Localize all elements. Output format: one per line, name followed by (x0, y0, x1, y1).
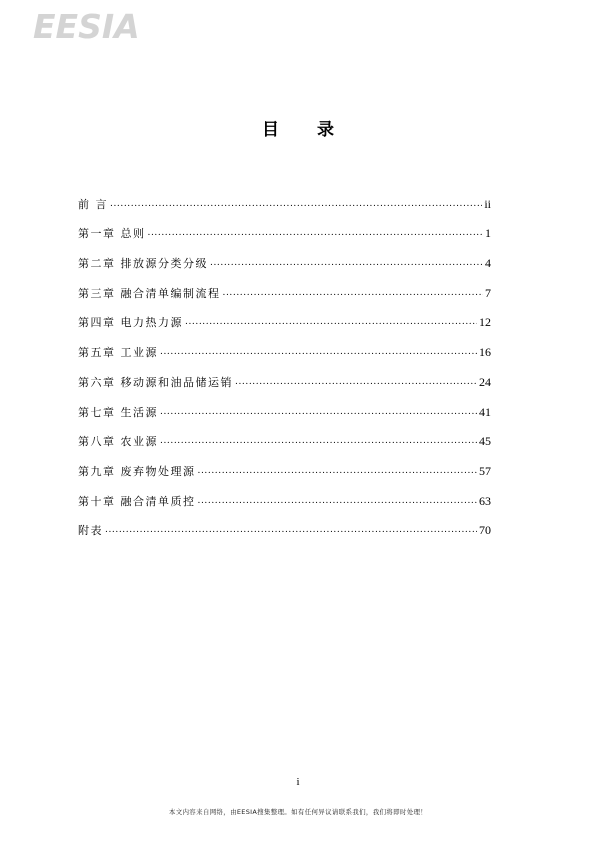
toc-entry-chapter-7[interactable] (78, 388, 491, 418)
page-title (0, 122, 596, 139)
toc-leader-dots (210, 259, 483, 268)
toc-leader-dots (160, 348, 477, 357)
toc-entry-page: 16 (479, 345, 491, 360)
toc-entry-label: 第五章 工业源 (78, 346, 158, 360)
toc-entry-chapter-1[interactable] (78, 210, 491, 240)
title-char-left: 目 (262, 120, 279, 140)
toc-entry-page: 45 (479, 434, 491, 449)
toc-entry-label: 第一章 总则 (78, 227, 146, 241)
toc-entry-chapter-2[interactable] (78, 239, 491, 269)
toc-leader-dots (198, 467, 478, 476)
toc-entry-page: 4 (485, 256, 491, 271)
toc-entry-page: 41 (479, 404, 491, 419)
toc-entry-appendix[interactable] (78, 507, 491, 537)
toc-entry-label: 第八章 农业源 (78, 435, 158, 449)
footer-disclaimer: 本文内容来自网络，由EESIA搜集整理。如有任何异议请联系我们，我们将即时处理！ (168, 808, 428, 816)
toc-entry-label: 第三章 融合清单编制流程 (78, 286, 221, 300)
toc-entry-preface[interactable] (78, 180, 491, 210)
toc-entry-page: 63 (479, 493, 491, 508)
toc-entry-chapter-10[interactable] (78, 477, 491, 507)
toc-leader-dots (160, 408, 477, 417)
toc-entry-chapter-8[interactable] (78, 418, 491, 448)
toc-leader-dots (148, 229, 484, 238)
toc-entry-page: 57 (479, 463, 491, 478)
toc-entry-chapter-9[interactable] (78, 447, 491, 477)
toc-entry-page: 7 (485, 285, 491, 300)
toc-entry-chapter-5[interactable] (78, 328, 491, 358)
toc-entry-chapter-6[interactable] (78, 358, 491, 388)
toc-entry-page: ii (484, 196, 491, 211)
toc-leader-dots (110, 200, 482, 209)
toc-entry-label: 第十章 融合清单质控 (78, 494, 196, 508)
toc-entry-label: 前 言 (78, 197, 108, 211)
toc-entry-label: 附表 (78, 524, 103, 538)
toc-entry-page: 70 (479, 523, 491, 538)
title-char-right: 录 (317, 120, 334, 140)
table-of-contents (78, 180, 491, 536)
toc-entry-label: 第六章 移动源和油品储运销 (78, 375, 233, 389)
toc-leader-dots (235, 378, 477, 387)
toc-leader-dots (198, 497, 478, 506)
toc-leader-dots (105, 526, 477, 535)
toc-leader-dots (160, 437, 477, 446)
toc-leader-dots (185, 318, 477, 327)
eesia-logo: EESIA (33, 7, 140, 46)
toc-entry-chapter-4[interactable] (78, 299, 491, 329)
toc-entry-page: 24 (479, 374, 491, 389)
toc-entry-label: 第四章 电力热力源 (78, 316, 183, 330)
page-number: i (296, 776, 300, 788)
toc-entry-chapter-3[interactable] (78, 269, 491, 299)
toc-entry-label: 第七章 生活源 (78, 405, 158, 419)
toc-entry-label: 第九章 废弃物处理源 (78, 464, 196, 478)
toc-leader-dots (223, 289, 484, 298)
toc-entry-page: 12 (479, 315, 491, 330)
toc-entry-label: 第二章 排放源分类分级 (78, 257, 208, 271)
toc-entry-page: 1 (485, 226, 491, 241)
